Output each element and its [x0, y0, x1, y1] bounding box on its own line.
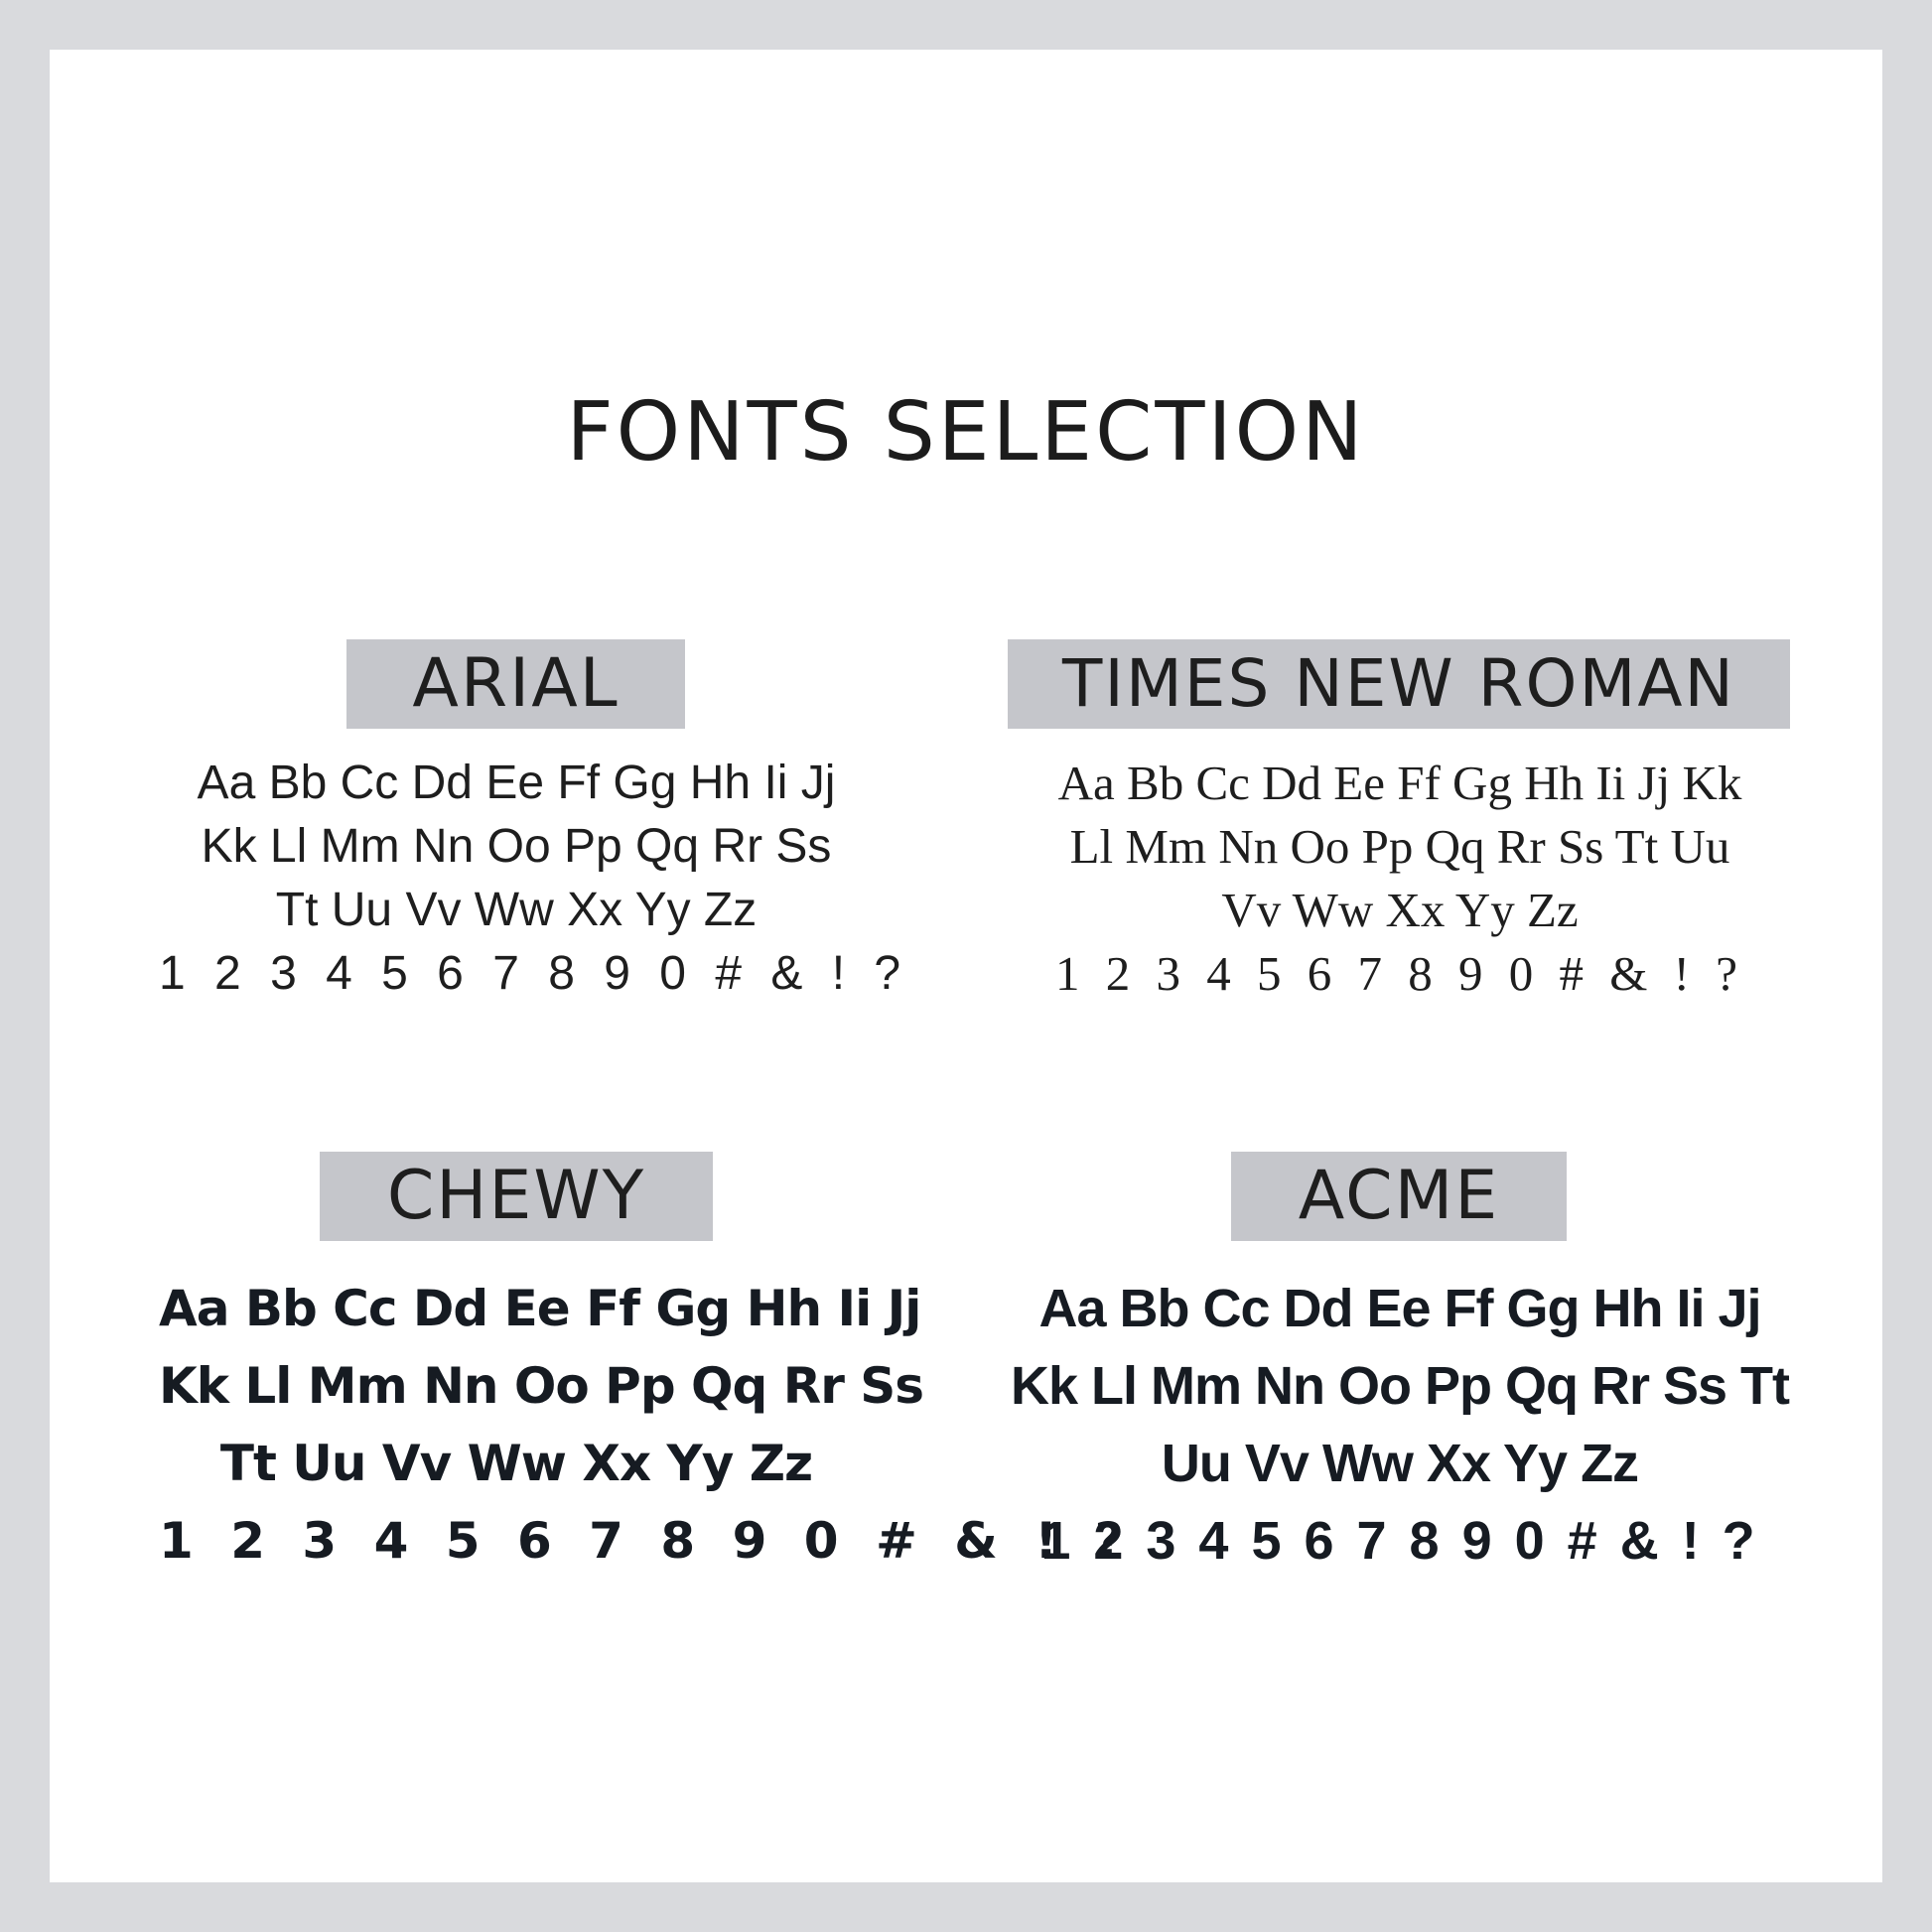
sample-line-numbers: 1 2 3 4 5 6 7 8 9 0 # & ! ?: [1040, 1511, 1759, 1571]
sample-line: Tt Uu Vv Ww Xx Yy Zz: [219, 1435, 813, 1492]
sample-line: Aa Bb Cc Dd Ee Ff Gg Hh Ii Jj Kk: [1057, 756, 1742, 810]
font-sample-acme: [1003, 1270, 1797, 1580]
sample-line: Ll Mm Nn Oo Pp Qq Rr Ss Tt Uu: [1069, 819, 1730, 874]
sample-line-numbers: 1 2 3 4 5 6 7 8 9 0 # & ! ?: [159, 1512, 1134, 1570]
sample-line-numbers: 1 2 3 4 5 6 7 8 9 0 # & ! ?: [159, 947, 909, 1000]
sample-line-numbers: 1 2 3 4 5 6 7 8 9 0 # & ! ?: [1055, 946, 1744, 1001]
font-label-chewy: CHEWY: [320, 1152, 713, 1241]
sample-line: Kk Ll Mm Nn Oo Pp Qq Rr Ss: [159, 1357, 924, 1415]
font-label-acme: ACME: [1231, 1152, 1567, 1241]
font-label-times-new-roman: TIMES NEW ROMAN: [1008, 639, 1790, 729]
font-sample-arial: [159, 752, 909, 1006]
font-label-arial: ARIAL: [346, 639, 685, 729]
sample-line: Aa Bb Cc Dd Ee Ff Gg Hh Ii Jj: [197, 757, 836, 809]
sample-line: Kk Ll Mm Nn Oo Pp Qq Rr Ss Tt: [1010, 1356, 1790, 1416]
sample-line: Tt Uu Vv Ww Xx Yy Zz: [275, 884, 758, 936]
sample-line: Vv Ww Xx Yy Zz: [1221, 883, 1579, 937]
sample-line: Uu Vv Ww Xx Yy Zz: [1161, 1434, 1639, 1493]
sample-line: Aa Bb Cc Dd Ee Ff Gg Hh Ii Jj: [159, 1280, 921, 1337]
sample-line: Aa Bb Cc Dd Ee Ff Gg Hh Ii Jj: [1038, 1279, 1761, 1338]
font-sample-times-new-roman: [1003, 752, 1797, 1006]
font-sample-chewy: [159, 1270, 1134, 1580]
sample-line: Kk Ll Mm Nn Oo Pp Qq Rr Ss: [201, 820, 832, 873]
page-title: FONTS SELECTION: [566, 385, 1366, 480]
